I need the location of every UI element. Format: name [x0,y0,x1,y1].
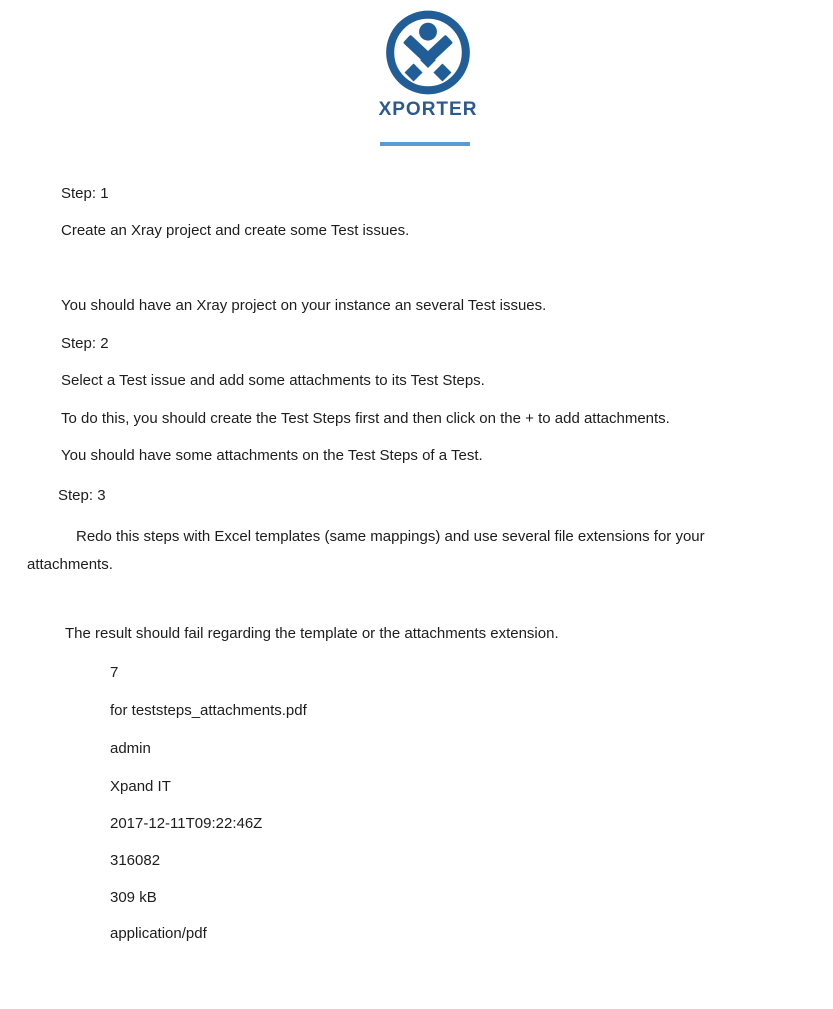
attachment-detail-size-bytes: 316082 [110,852,161,869]
step3-action-line2: attachments. [27,556,113,573]
brand-wordmark: XPORTER [378,99,478,120]
step3-expected-result: The result should fail regarding the template or the attachments extension. [65,625,559,642]
step1-expected-result: You should have an Xray project on your instance an several Test issues. [61,297,547,314]
attachment-detail-company: Xpand IT [110,778,171,795]
step3-label: Step: 3 [58,487,106,504]
step2-expected-result: You should have some attachments on the Test Steps of a Test. [61,447,483,464]
step2-action: Select a Test issue and add some attachments to its Test Steps. [61,372,485,389]
step3-action [27,523,787,579]
step3-action-line1: Redo this steps with Excel templates (same mappings) and use several file extensions for your [76,528,705,545]
attachment-detail-id: 7 [110,664,119,681]
attachment-detail-timestamp: 2017-12-11T09:22:46Z [110,815,263,832]
attachment-detail-author: admin [110,740,151,757]
attachment-detail-filename: for teststeps_attachments.pdf [110,702,307,719]
step2-note: To do this, you should create the Test Steps first and then click on the + to add attachments. [61,410,670,427]
step1-action: Create an Xray project and create some Test issues. [61,222,410,239]
xporter-logo-icon [386,10,471,95]
attachment-detail-mimetype: application/pdf [110,925,207,942]
brand-underline-rule [380,142,470,146]
attachment-detail-size-kb: 309 kB [110,889,157,906]
step1-label: Step: 1 [61,185,109,202]
step2-label: Step: 2 [61,335,109,352]
